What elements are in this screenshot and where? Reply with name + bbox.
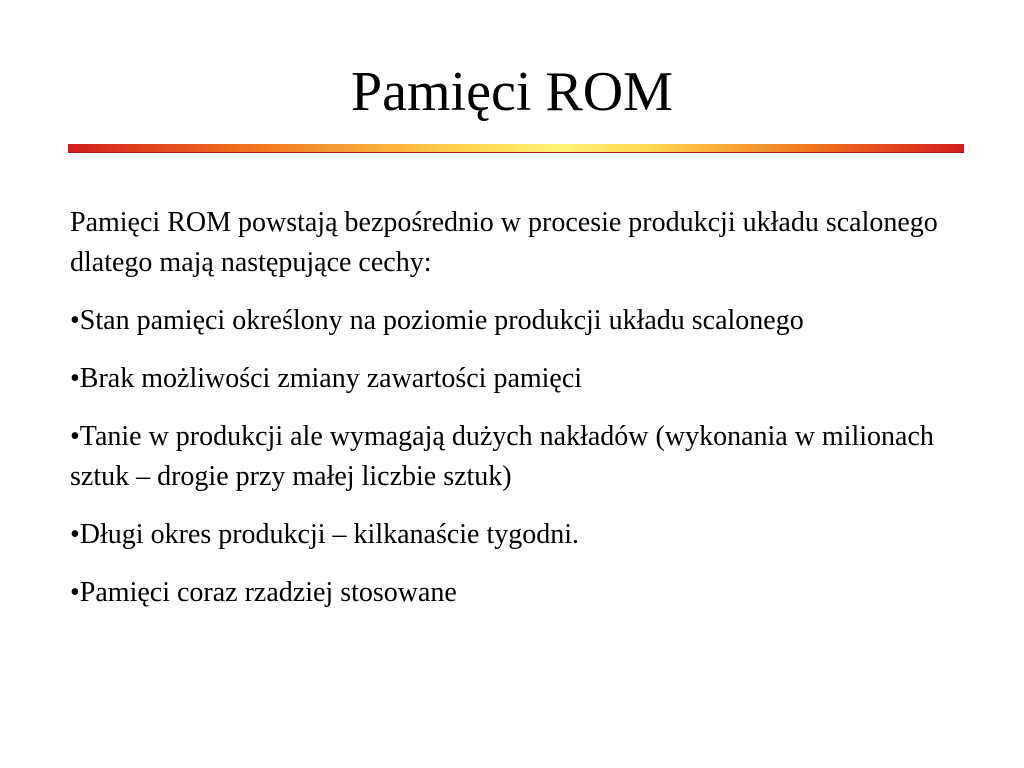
bullet-item: •Pamięci coraz rzadziej stosowane bbox=[70, 577, 457, 608]
bullet-item: •Stan pamięci określony na poziomie produkcji układu scalonego bbox=[70, 305, 804, 336]
slide-title: Pamięci ROM bbox=[351, 61, 673, 123]
bullet-item: •Tanie w produkcji ale wymagają dużych nakładów (wykonania w milionach sztuk – drogie przy małej liczbie sztuk) bbox=[70, 421, 934, 492]
title-underline-bar bbox=[68, 144, 964, 152]
slide-body bbox=[70, 203, 970, 631]
bullet-item: •Długi okres produkcji – kilkanaście tygodni. bbox=[70, 519, 580, 550]
intro-paragraph: Pamięci ROM powstają bezpośrednio w procesie produkcji układu scalonego dlatego mają następujące cechy: bbox=[70, 207, 938, 278]
bullet-item: •Brak możliwości zmiany zawartości pamięci bbox=[70, 363, 583, 394]
